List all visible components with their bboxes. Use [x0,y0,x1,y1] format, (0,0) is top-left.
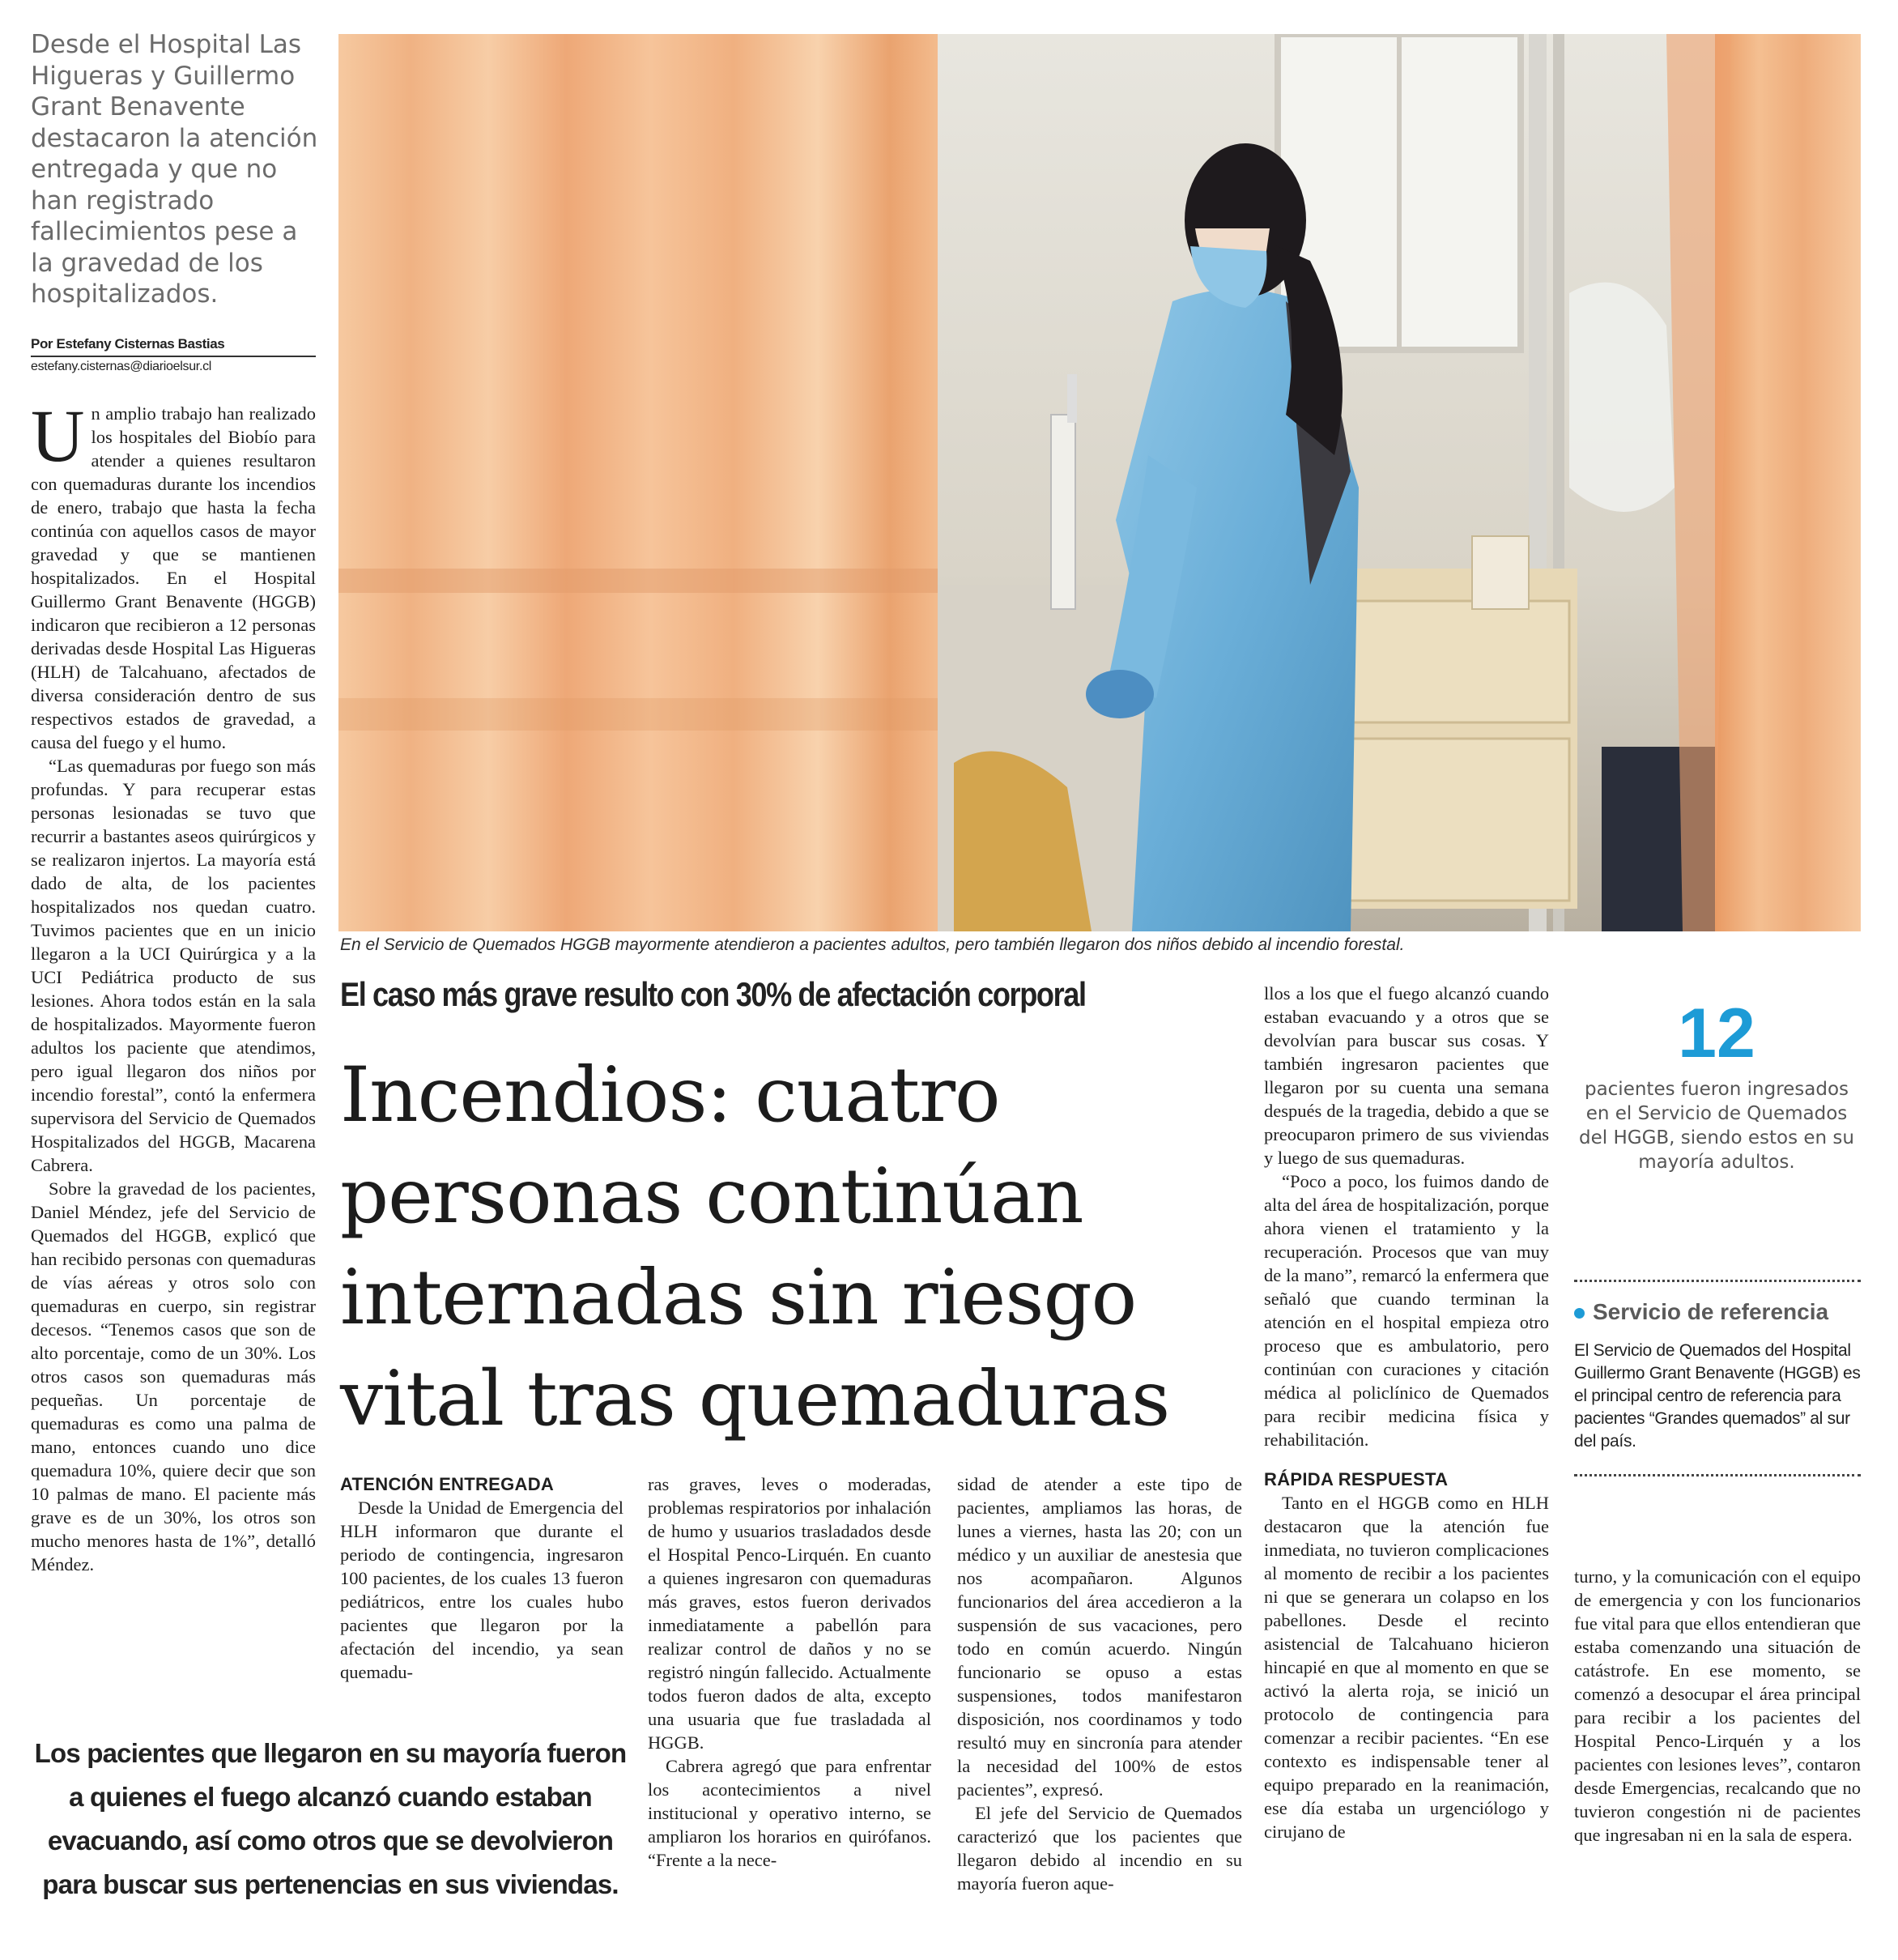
paragraph: ras graves, leves o moderadas, problemas respiratorios por inhalación de humo y usuarios trasladados desde el Hospital Penco-Lirquén. En cuanto a quienes ingresaron con quemaduras más graves, estos fueron derivados inmediatamente a pabellón para realizar control de daños y no se registró ningún fallecido. Actualmente todos fueron dados de alta, excepto una usuaria que fue trasladada al HGGB. [648,1474,931,1753]
article-lead: Desde el Hospital Las Higueras y Guillermo Grant Benavente destacaron la atención entregada y que no han registrado fallecimientos pese a la gravedad de los hospitalizados. [31,30,318,309]
article-column-c [957,1472,1242,1895]
article-column-b [648,1472,931,1872]
paragraph: “Poco a poco, los fuimos dando de alta del área de hospitalización, porque ahora vienen el tratamiento y la recuperación. Procesos que van muy de la mano”, remarcó la enfermera que señaló que cuando terminan la atención en el hospital empieza otro proceso que es ambulatorio, pero continúan con curaciones y citación médica al policlínico de Quemados para recibir medicina física y rehabilitación. [1264,1171,1549,1450]
paragraph: “Las quemaduras por fuego son más profundas. Y para recuperar estas personas lesionadas se tuvo que recurrir a bastantes aseos quirúrgicos y se realizaron injertos. La mayoría está dado de alta, de los pacientes hospitalizados nos quedan cuatro. Tuvimos pacientes que en un inicio llegaron a la UCI Quirúrgica y a la UCI Pediátrica producto de sus lesiones. Ahora todos están en la sala de hospitalizados. Mayormente fueron adultos los paciente que atendimos, pero igual llegaron dos niños por incendio forestal”, contó la enfermera supervisora del Servicio de Quemados Hospitalizados del HGGB, Macarena Cabrera. [31,756,316,1175]
stat-description: pacientes fueron ingresados en el Servicio de Quemados del HGGB, siendo estos en su mayoría adultos. [1579,1079,1854,1173]
article-column-a [340,1472,623,1684]
photo-caption: En el Servicio de Quemados HGGB mayormente atendieron a pacientes adultos, pero también llegaron dos niños debido al incendio forestal. [340,935,1405,954]
divider [1574,1280,1861,1282]
paragraph: llos a los que el fuego alcanzó cuando estaban evacuando y a otros que se devolvían para buscar sus cosas. Y también ingresaron pacientes que llegaron por su cuenta una semana después de la tragedia, debido a que se preocuparon primero de sus viviendas y luego de sus quemaduras. [1264,983,1549,1168]
paragraph: Sobre la gravedad de los pacientes, Daniel Méndez, jefe del Servicio de Quemados del HGGB, explicó que han recibido personas con quemaduras de vías aéreas y otros solo con quemaduras en cuerpo, sin registrar decesos. “Tenemos casos que son de alto porcentaje, como de un 30%. Los otros casos son quemaduras más pequeñas. Un porcentaje de quemaduras es como una palma de mano, entonces cuando uno dice quemadura 10%, quiere decir que son 10 palmas de mano. El paciente más grave es de un 30%, los otros son mucho menores hasta de 1%”, detalló Méndez. [31,1178,316,1574]
kicker: El caso más grave resulto con 30% de afectación corporal [340,975,1086,1013]
section-subhead: RÁPIDA RESPUESTA [1264,1469,1449,1489]
paragraph [31,394,316,754]
drop-cap: U [31,394,85,477]
headline: Incendios: cuatro personas continúan internadas sin riesgo vital tras quemaduras [340,1051,1170,1443]
paragraph: turno, y la comunicación con el equipo de emergencia y con los funcionarios fue vital para que ellos entendieran que estaba comenzando una situación de catástrofe. En ese momento, se comenzó a desocupar el área principal para recibir a los pacientes del Hospital Penco-Lirquén y a los pacientes con lesiones leves”, contaron desde Emergencias, recalcando que no tuvieron congestión ni de pacientes que ingresaban ni en la sala de espera. [1574,1566,1861,1845]
sidebar-title [1574,1299,1828,1325]
article-photo [338,34,1861,931]
paragraph: Desde la Unidad de Emergencia del HLH informaron que durante el periodo de contingencia, ingresaron 100 pacientes, de los cuales 13 fueron pediátricos, entre los cuales hubo pacientes que llegaron por la afectación del incendio, ya sean quemadu- [340,1498,623,1682]
paragraph: Tanto en el HGGB como en HLH destacaron que la atención fue inmediata, no tuvieron complicaciones al momento de recibir a los pacientes ni que se generara un colapso en los pabellones. Desde el recinto asistencial de Talcahuano hicieron hincapié en que al momento en que se activó la alerta roja, se inició un protocolo de contingencia para comenzar a recibir pacientes. “En ese contexto es indispensable tener al equipo preparado en la reanimación, ese día estaba un urgenciólogo y cirujano de [1264,1493,1549,1842]
byline-author: Por Estefany Cisternas Bastias [31,336,316,357]
article-column-d [1264,982,1549,1843]
bullet-icon [1574,1308,1585,1319]
byline-email: estefany.cisternas@diarioelsur.cl [31,360,212,373]
sidebar-title-text: Servicio de referencia [1593,1299,1829,1324]
divider [1574,1474,1861,1476]
stat-number: 12 [1678,995,1755,1072]
sidebar-body: El Servicio de Quemados del Hospital Guillermo Grant Benavente (HGGB) es el principal centro de referencia para pacientes “Grandes quemados” al sur del país. [1574,1341,1861,1451]
paragraph: sidad de atender a este tipo de pacientes, ampliamos las horas, de lunes a viernes, hasta las 20; con un médico y un auxiliar de anestesia que nos acompañaron. Algunos funcionarios del área accedieron a la suspensión de sus vacaciones, pero todo en común acuerdo. Ningún funcionario se opuso a estas suspensiones, todos manifestaron disposición, nos coordinamos y todo resultó muy en sincronía para atender la necesidad del 100% de estos pacientes”, expresó. [957,1474,1242,1800]
paragraph: El jefe del Servicio de Quemados caracterizó que los pacientes que llegaron debido al incendio en su mayoría fueron aque- [957,1803,1242,1894]
paragraph-text: n amplio trabajo han realizado los hospitales del Biobío para atender a quienes resultaron con quemaduras durante los incendios de enero, trabajo que hasta la fecha continúa con aquellos casos de mayor gravedad y que se mantienen hospitalizados. En el Hospital Guillermo Grant Benavente (HGGB) indicaron que recibieron a 12 personas derivadas desde Hospital Las Higueras (HLH) de Talcahuano, afectados de diversa consideración dentro de sus respectivos estados de gravedad, a causa del fuego y el humo. [31,403,316,752]
section-subhead: ATENCIÓN ENTREGADA [340,1474,555,1494]
pull-quote: Los pacientes que llegaron en su mayoría fueron a quienes el fuego alcanzó cuando estaban evacuando, así como otros que se devolvieron para buscar sus pertenencias en sus viviendas. [34,1738,627,1899]
article-column-e [1574,1565,1861,1847]
article-column-1 [31,394,316,1576]
paragraph: Cabrera agregó que para enfrentar los acontecimientos a nivel institucional y operativo interno, se ampliaron los horarios en quirófanos. “Frente a la nece- [648,1756,931,1870]
